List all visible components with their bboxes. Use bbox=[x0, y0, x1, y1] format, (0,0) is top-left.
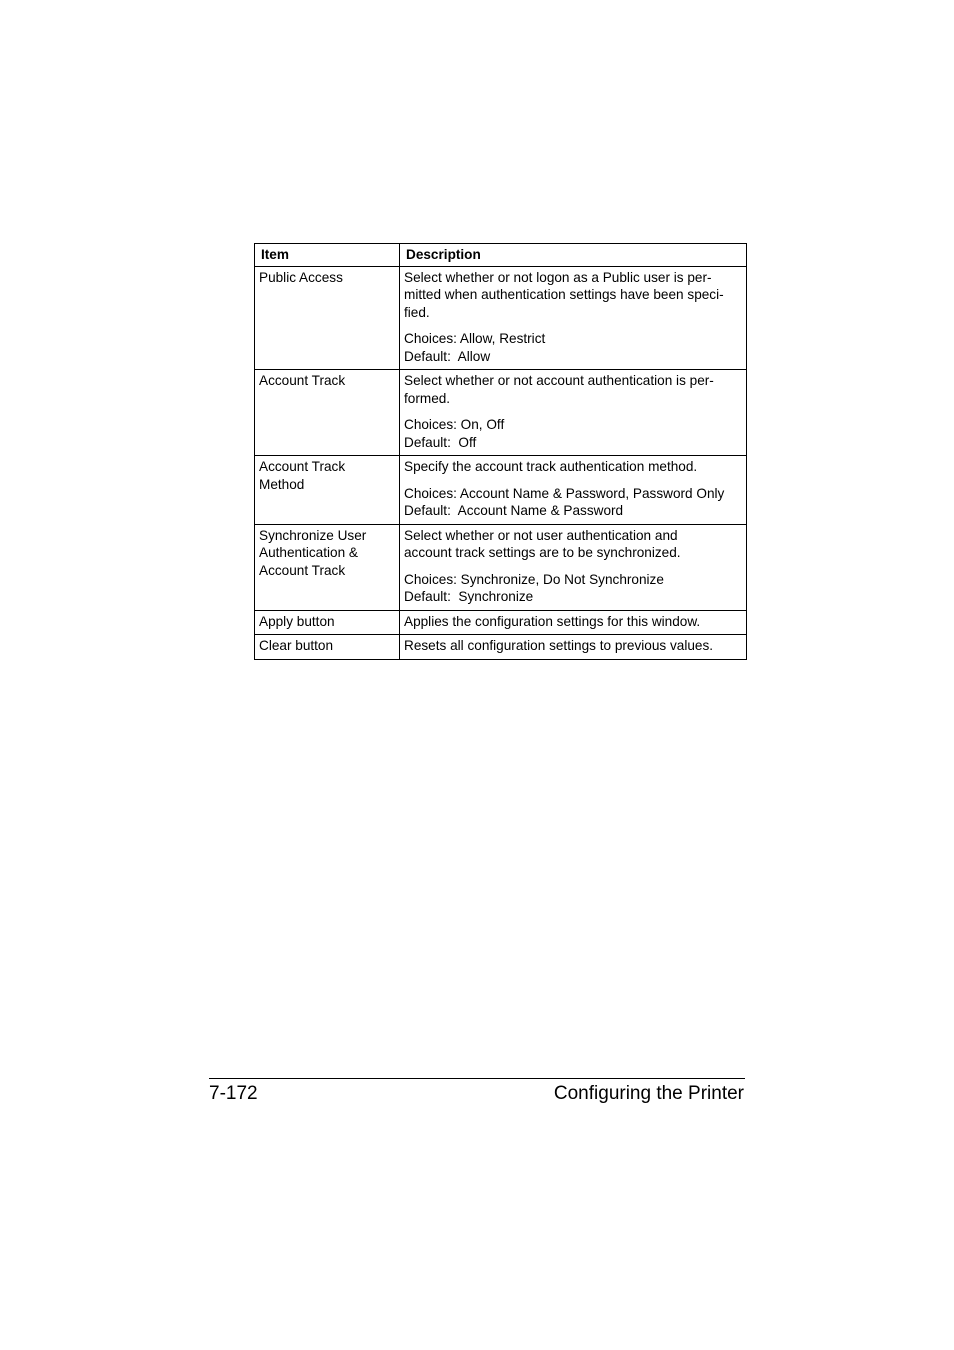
choices-text: Choices: Account Name & Password, Password Only bbox=[404, 485, 725, 501]
description-text: Select whether or not user authentication and account track settings are to be synchronized. bbox=[404, 527, 681, 560]
default-text: Default: Synchronize bbox=[404, 589, 534, 604]
choices-text: Choices: On, Off bbox=[404, 417, 505, 432]
table-row bbox=[255, 524, 747, 610]
table-header-row bbox=[255, 244, 747, 267]
row-item-clear-button: Clear button bbox=[255, 635, 400, 660]
default-text: Default: Account Name & Password bbox=[404, 503, 624, 518]
row-description bbox=[400, 610, 747, 635]
description-text: Select whether or not account authentication is per- formed. bbox=[404, 373, 714, 406]
choices-block bbox=[404, 485, 742, 520]
table-row bbox=[255, 370, 747, 456]
table-row bbox=[255, 610, 747, 635]
chapter-title: Configuring the Printer bbox=[553, 1083, 744, 1104]
description-text: Specify the account track authentication method. bbox=[404, 459, 698, 474]
header-item: Item bbox=[255, 244, 400, 267]
table-row bbox=[255, 266, 747, 370]
choices-text: Choices: Allow, Restrict bbox=[404, 331, 546, 346]
header-description: Description bbox=[400, 244, 747, 267]
footer-divider bbox=[209, 1078, 745, 1079]
row-description bbox=[400, 266, 747, 370]
description-text: Select whether or not logon as a Public user is per- mitted when authentication settings have been speci- fied. bbox=[404, 269, 724, 320]
choices-block bbox=[404, 330, 742, 365]
choices-block bbox=[404, 571, 742, 606]
page-number: 7-172 bbox=[209, 1083, 258, 1104]
description-text: Resets all configuration settings to previous values. bbox=[404, 638, 714, 653]
settings-table bbox=[254, 243, 747, 660]
row-item-account-track-method: Account Track Method bbox=[255, 456, 400, 525]
row-item-public-access: Public Access bbox=[255, 266, 400, 370]
choices-block bbox=[404, 416, 742, 451]
row-item-apply-button: Apply button bbox=[255, 610, 400, 635]
table-row bbox=[255, 635, 747, 660]
default-text: Default: Off bbox=[404, 434, 477, 450]
choices-text: Choices: Synchronize, Do Not Synchronize bbox=[404, 571, 664, 587]
description-text: Applies the configuration settings for this window. bbox=[404, 613, 701, 629]
row-item-account-track: Account Track bbox=[255, 370, 400, 456]
row-description bbox=[400, 635, 747, 660]
table-row bbox=[255, 456, 747, 525]
default-text: Default: Allow bbox=[404, 348, 491, 364]
row-item-synchronize: Synchronize User Authentication & Account Track bbox=[255, 524, 400, 610]
row-description bbox=[400, 456, 747, 525]
row-description bbox=[400, 524, 747, 610]
row-description bbox=[400, 370, 747, 456]
